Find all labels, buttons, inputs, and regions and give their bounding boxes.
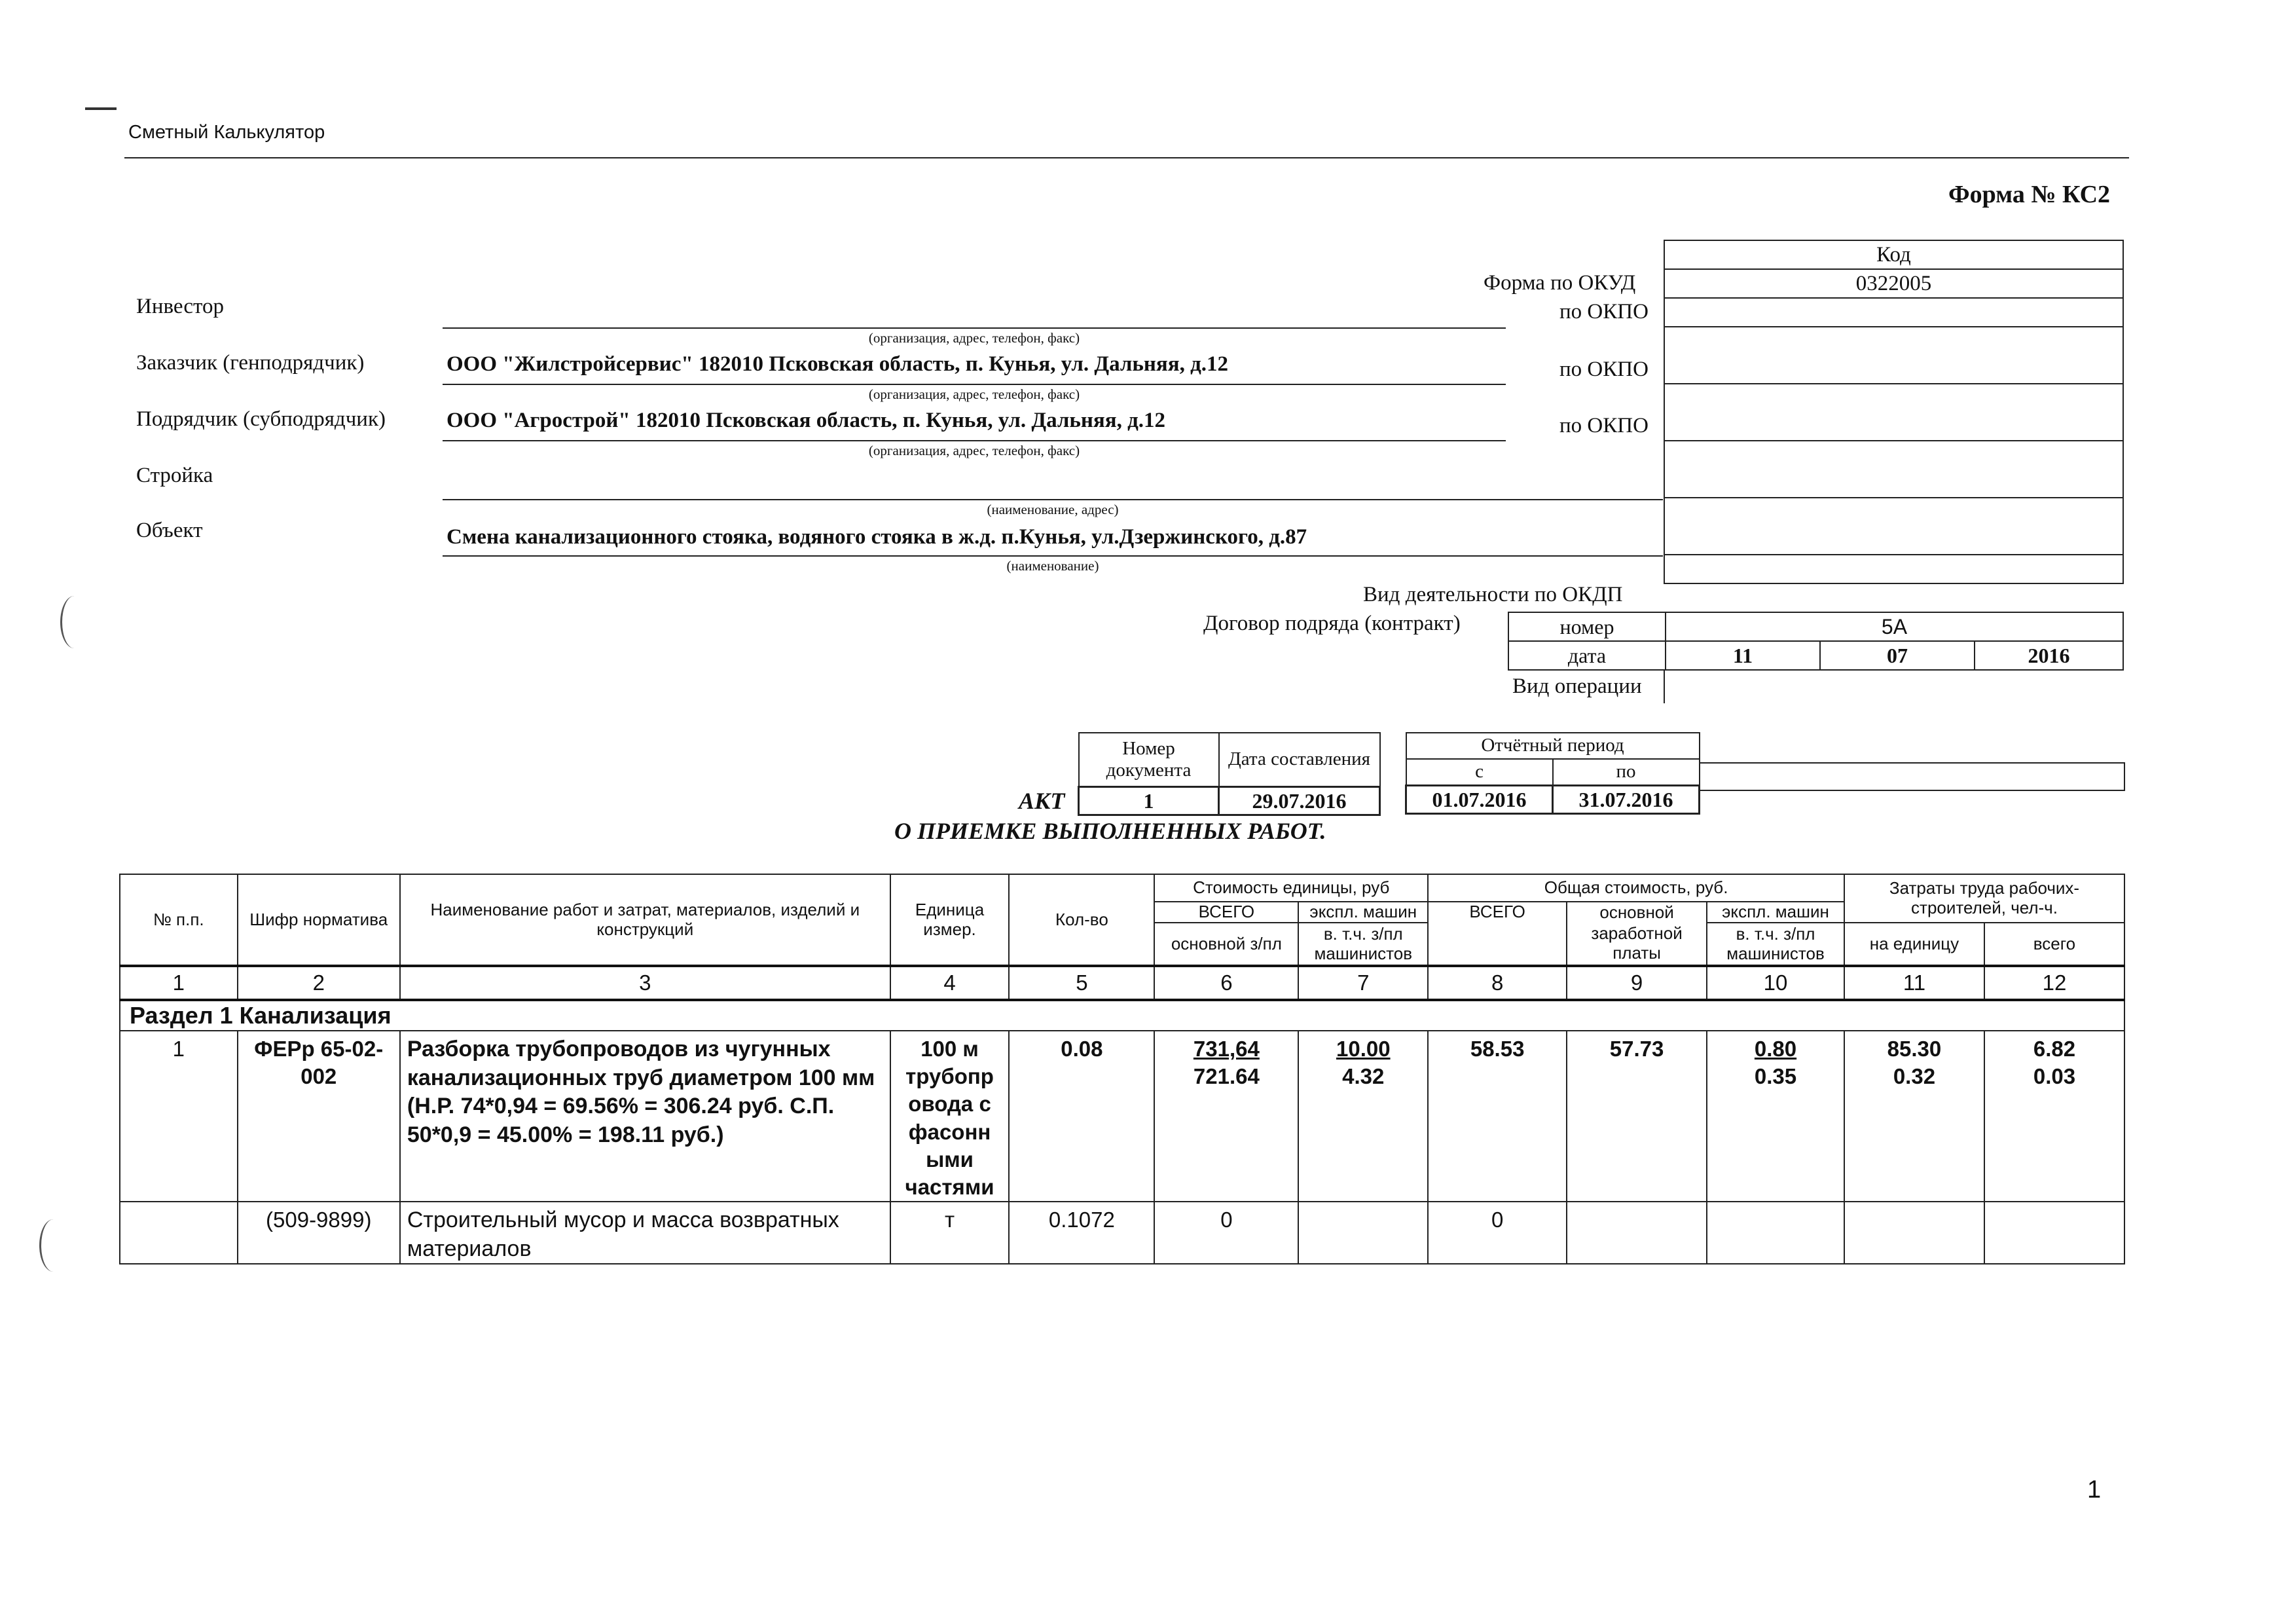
- table-row: [120, 1031, 2124, 1202]
- row-total-mach-wage: 0.35: [1754, 1064, 1797, 1089]
- row-unit-mach-cell: [1298, 1031, 1428, 1202]
- object-line: [443, 555, 1663, 557]
- row-labor-total-sub: 0.03: [2033, 1064, 2076, 1089]
- row2-no: [120, 1202, 238, 1264]
- period-extension: [1699, 762, 2125, 791]
- header-unit: Единица измер.: [890, 874, 1010, 966]
- customer-label: Заказчик (генподрядчик): [136, 351, 365, 375]
- header-unit-mach-wage: в. т.ч. з/пл машинистов: [1298, 923, 1428, 966]
- header-code: Шифр норматива: [238, 874, 400, 966]
- row-unit-mach: 10.00: [1336, 1037, 1391, 1061]
- contract-date-label: дата: [1508, 641, 1666, 670]
- row2-total-mach: [1707, 1202, 1844, 1264]
- hole-punch-mark-top: [60, 596, 88, 648]
- colnum-2: 2: [238, 966, 400, 1000]
- act-label: АКТ: [1019, 788, 1065, 814]
- doc-date-header: Дата составления: [1219, 733, 1380, 787]
- object-caption: (наименование): [1006, 558, 1099, 574]
- row-no: 1: [120, 1031, 238, 1202]
- period-from: 01.07.2016: [1406, 786, 1553, 814]
- hole-punch-mark-bottom: [39, 1219, 67, 1272]
- site-caption: (наименование, адрес): [987, 502, 1119, 517]
- colnum-1: 1: [120, 966, 238, 1000]
- colnum-12: 12: [1984, 966, 2124, 1000]
- okpo-label-2: по ОКПО: [1559, 358, 1649, 381]
- site-line: [443, 499, 1663, 500]
- row-code: ФЕРр 65-02-002: [238, 1031, 400, 1202]
- header-unit-total: ВСЕГО: [1154, 902, 1298, 923]
- okdp-label: Вид деятельности по ОКДП: [1363, 583, 1623, 606]
- contractor-caption: (организация, адрес, телефон, факс): [868, 443, 1080, 458]
- period-to-label: по: [1553, 759, 1700, 786]
- okdp-value: [1664, 555, 2123, 583]
- header-labor: Затраты труда рабочих-строителей, чел-ч.: [1844, 874, 2124, 923]
- period-header: Отчётный период: [1406, 733, 1700, 759]
- object-code: [1664, 498, 2123, 555]
- header-total-cost: Общая стоимость, руб.: [1428, 874, 1844, 902]
- contractor-value: ООО "Агрострой" 182010 Псковская область, п. Кунья, ул. Дальняя, д.12: [446, 409, 1166, 432]
- contract-date-month: 07: [1820, 641, 1975, 670]
- customer-caption: (организация, адрес, телефон, факс): [868, 386, 1080, 402]
- contractor-label: Подрядчик (субподрядчик): [136, 407, 386, 431]
- header-unit-cost: Стоимость единицы, руб: [1154, 874, 1428, 902]
- row-labor-total: 6.82: [2033, 1037, 2076, 1061]
- row-unit-basic: 721.64: [1193, 1064, 1260, 1089]
- okpo-label-3: по ОКПО: [1559, 414, 1649, 437]
- operation-box: [1664, 671, 2123, 703]
- okpo-label-1: по ОКПО: [1559, 300, 1649, 323]
- row2-labor-unit: [1844, 1202, 1984, 1264]
- period-to: 31.07.2016: [1553, 786, 1700, 814]
- header-total-basic-1: основной: [1599, 902, 1674, 922]
- row2-unit-total: 0: [1154, 1202, 1298, 1264]
- section-title: Раздел 1 Канализация: [120, 1000, 2124, 1031]
- contract-number-label: номер: [1508, 612, 1666, 641]
- okpo-1-value: [1664, 298, 2123, 327]
- row2-unit: т: [890, 1202, 1010, 1264]
- form-number: Форма № КС2: [1948, 181, 2111, 208]
- row-total-mach: 0.80: [1754, 1037, 1797, 1061]
- investor-line: [443, 327, 1506, 329]
- pen-stroke: [85, 107, 117, 110]
- customer-value: ООО "Жилстройсервис" 182010 Псковская область, п. Кунья, ул. Дальняя, д.12: [446, 352, 1229, 376]
- contract-date-day: 11: [1666, 641, 1820, 670]
- row2-unit-mach: [1298, 1202, 1428, 1264]
- colnum-7: 7: [1298, 966, 1428, 1000]
- colnum-5: 5: [1009, 966, 1154, 1000]
- operation-label: Вид операции: [1512, 674, 1642, 698]
- period-from-label: с: [1406, 759, 1553, 786]
- site-label: Стройка: [136, 464, 213, 487]
- colnum-9: 9: [1567, 966, 1707, 1000]
- row-labor-unit: 85.30: [1887, 1037, 1942, 1061]
- doc-number: 1: [1079, 787, 1219, 815]
- row2-total-basic: [1567, 1202, 1707, 1264]
- row-unit-cost: [1154, 1031, 1298, 1202]
- okpo-2-value: [1664, 327, 2123, 384]
- customer-line: [443, 384, 1506, 385]
- contract-table: [1508, 612, 2124, 671]
- site-code: [1664, 441, 2123, 498]
- colnum-3: 3: [400, 966, 890, 1000]
- row-total-all: 58.53: [1428, 1031, 1567, 1202]
- period-table: [1405, 732, 1700, 815]
- header-total-basic: [1567, 923, 1707, 966]
- colnum-4: 4: [890, 966, 1010, 1000]
- document-table: [1078, 732, 1381, 816]
- row2-name: Строительный мусор и масса возвратных материалов: [400, 1202, 890, 1264]
- contract-date-year: 2016: [1975, 641, 2123, 670]
- header-unit-mach: экспл. машин: [1298, 902, 1428, 923]
- row-unit: 100 м трубопр овода с фасонн ыми частями: [890, 1031, 1010, 1202]
- header-no: № п.п.: [120, 874, 238, 966]
- colnum-11: 11: [1844, 966, 1984, 1000]
- row2-total-all: 0: [1428, 1202, 1567, 1264]
- header-total-mach-wage: в. т.ч. з/пл машинистов: [1707, 923, 1844, 966]
- works-table: [119, 874, 2125, 1264]
- row-qty: 0.08: [1009, 1031, 1154, 1202]
- code-header: Код: [1664, 240, 2123, 269]
- row2-labor-total: [1984, 1202, 2124, 1264]
- row-labor-unit-sub: 0.32: [1893, 1064, 1936, 1089]
- row-labor-unit-cell: [1844, 1031, 1984, 1202]
- row-labor-total-cell: [1984, 1031, 2124, 1202]
- doc-number-header: Номер документа: [1079, 733, 1219, 787]
- app-name: Сметный Калькулятор: [128, 122, 325, 143]
- code-table: [1664, 240, 2124, 584]
- colnum-6: 6: [1154, 966, 1298, 1000]
- header-rule: [124, 157, 2129, 158]
- investor-label: Инвестор: [136, 295, 224, 318]
- row2-qty: 0.1072: [1009, 1202, 1154, 1264]
- row-total-mach-cell: [1707, 1031, 1844, 1202]
- contract-label: Договор подряда (контракт): [1203, 612, 1461, 635]
- row-unit-total: 731,64: [1193, 1037, 1260, 1061]
- header-labor-total: всего: [1984, 923, 2124, 966]
- page-number: 1: [2087, 1476, 2102, 1504]
- row-name: Разборка трубопроводов из чугунных канализационных труб диаметром 100 мм (Н.Р. 74*0,94 = 69.56% = 306.24 руб. С.П. 50*0,9 = 45.00% = 198.11 руб.): [400, 1031, 890, 1202]
- doc-date: 29.07.2016: [1219, 787, 1380, 815]
- contract-number-value: 5А: [1666, 612, 2123, 641]
- row2-code: (509-9899): [238, 1202, 400, 1264]
- object-value: Смена канализационного стояка, водяного стояка в ж.д. п.Кунья, ул.Дзержинского, д.87: [446, 525, 1307, 549]
- colnum-8: 8: [1428, 966, 1567, 1000]
- header-unit-basic: основной з/пл: [1154, 923, 1298, 966]
- header-name: Наименование работ и затрат, материалов, изделий и конструкций: [400, 874, 890, 966]
- header-total-basic-2: заработной платы: [1591, 923, 1683, 963]
- row-total-basic: 57.73: [1567, 1031, 1707, 1202]
- row-unit-mach-wage: 4.32: [1342, 1064, 1385, 1089]
- header-labor-unit: на единицу: [1844, 923, 1984, 966]
- header-total-all: ВСЕГО: [1428, 902, 1567, 966]
- okud-value: 0322005: [1664, 269, 2123, 298]
- object-label: Объект: [136, 519, 203, 542]
- okud-label: Форма по ОКУД: [1484, 271, 1636, 295]
- investor-caption: (организация, адрес, телефон, факс): [868, 330, 1080, 346]
- okpo-3-value: [1664, 384, 2123, 441]
- act-title: О ПРИЕМКЕ ВЫПОЛНЕННЫХ РАБОТ.: [894, 818, 1326, 844]
- header-total-basic-top: [1567, 902, 1707, 923]
- colnum-10: 10: [1707, 966, 1844, 1000]
- header-total-mach: экспл. машин: [1707, 902, 1844, 923]
- contractor-line: [443, 440, 1506, 441]
- table-row: [120, 1202, 2124, 1264]
- header-qty: Кол-во: [1009, 874, 1154, 966]
